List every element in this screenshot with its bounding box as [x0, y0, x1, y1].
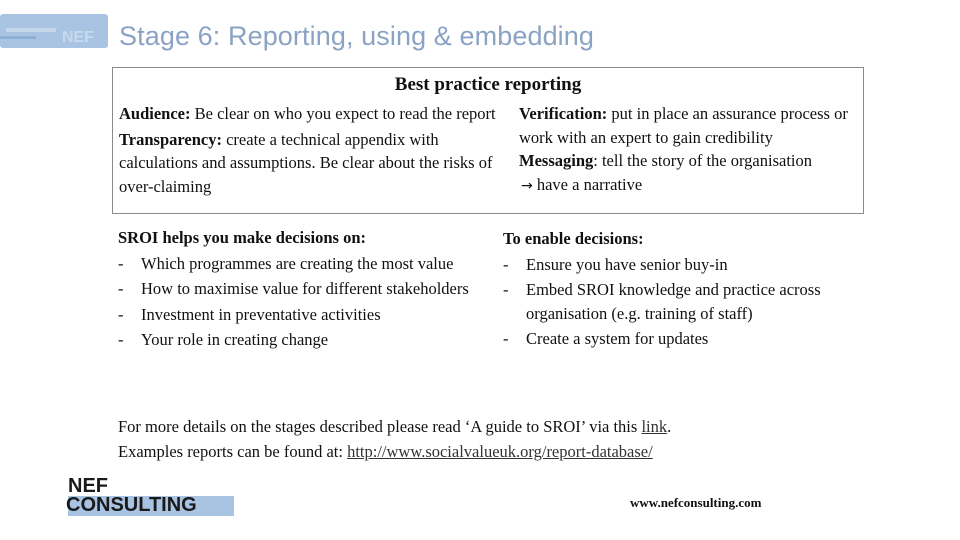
list-item-text: Create a system for updates — [526, 329, 709, 348]
reports-line — [118, 439, 858, 464]
audience-paragraph — [119, 102, 519, 126]
list-item — [503, 327, 863, 351]
list-item — [118, 303, 490, 327]
audience-text: Be clear on who you expect to read the report — [190, 104, 496, 123]
list-item-text: Investment in preventative activities — [141, 304, 381, 324]
best-practice-left-column — [119, 102, 519, 198]
website-text: www.nefconsulting.com — [630, 495, 762, 510]
bullet-dash: - — [118, 253, 124, 273]
messaging-text: : tell the story of the organisation — [593, 151, 812, 170]
list-item — [503, 253, 863, 277]
verification-label: Verification: — [519, 104, 608, 123]
transparency-paragraph — [119, 128, 519, 199]
list-item — [118, 277, 490, 301]
list-item-text: Embed SROI knowledge and practice across organisation (e.g. training of staff) — [526, 280, 821, 323]
messaging-paragraph — [519, 149, 863, 173]
best-practice-right-column — [519, 102, 863, 198]
guide-text: For more details on the stages described please read ‘A guide to SROI’ via this — [118, 417, 642, 436]
arrow-right-icon: → — [521, 177, 533, 194]
bullet-dash: - — [118, 279, 124, 298]
list-item-text: Which programmes are creating the most value — [141, 253, 454, 273]
logo-line2: CONSULTING — [66, 494, 197, 516]
narrative-line — [519, 173, 863, 199]
sroi-decisions-section — [118, 226, 490, 354]
list-item-text: Ensure you have senior buy-in — [526, 254, 728, 274]
audience-label: Audience: — [119, 104, 191, 123]
list-item-text: Your role in creating change — [141, 330, 329, 349]
best-practice-box — [112, 67, 864, 214]
narrative-text: have a narrative — [532, 174, 643, 194]
bullet-dash: - — [503, 280, 509, 299]
best-practice-heading: Best practice reporting — [394, 74, 582, 95]
header-logo-bar — [0, 14, 108, 48]
transparency-text: create a technical appendix with calculations and assumptions. Be clear about the risks of over-claiming — [119, 129, 493, 196]
sroi-decisions-title: SROI helps you make decisions on: — [118, 228, 367, 247]
bullet-dash: - — [503, 329, 509, 348]
nef-header-logo-icon — [0, 14, 108, 48]
header-logo-text: NEF — [62, 29, 94, 46]
nef-consulting-logo — [64, 474, 236, 518]
list-item — [118, 252, 490, 276]
nef-consulting-logo-icon — [64, 474, 236, 518]
logo-line1: NEF — [68, 475, 108, 497]
enable-decisions-title: To enable decisions: — [503, 229, 644, 248]
transparency-label: Transparency: — [119, 129, 222, 149]
footer-text — [118, 414, 858, 464]
enable-decisions-section — [503, 227, 863, 353]
report-database-link[interactable]: http://www.socialvalueuk.org/report-database/ — [347, 442, 653, 461]
list-item — [118, 328, 490, 352]
bullet-dash: - — [118, 330, 124, 349]
page-title: Stage 6: Reporting, using & embedding — [119, 21, 595, 51]
reports-text: Examples reports can be found at: — [118, 442, 348, 461]
list-item — [503, 278, 863, 325]
guide-line — [118, 414, 858, 439]
messaging-label: Messaging — [519, 151, 594, 170]
bullet-dash: - — [503, 254, 509, 274]
sroi-decisions-list — [118, 252, 490, 352]
verification-text: put in place an assurance process or work with an expert to gain credibility — [519, 104, 848, 147]
enable-decisions-list — [503, 253, 863, 351]
bullet-dash: - — [118, 304, 124, 324]
guide-link[interactable]: link — [641, 417, 668, 436]
list-item-text: How to maximise value for different stakeholders — [141, 279, 469, 298]
guide-suffix: . — [667, 417, 672, 436]
verification-paragraph — [519, 102, 863, 149]
